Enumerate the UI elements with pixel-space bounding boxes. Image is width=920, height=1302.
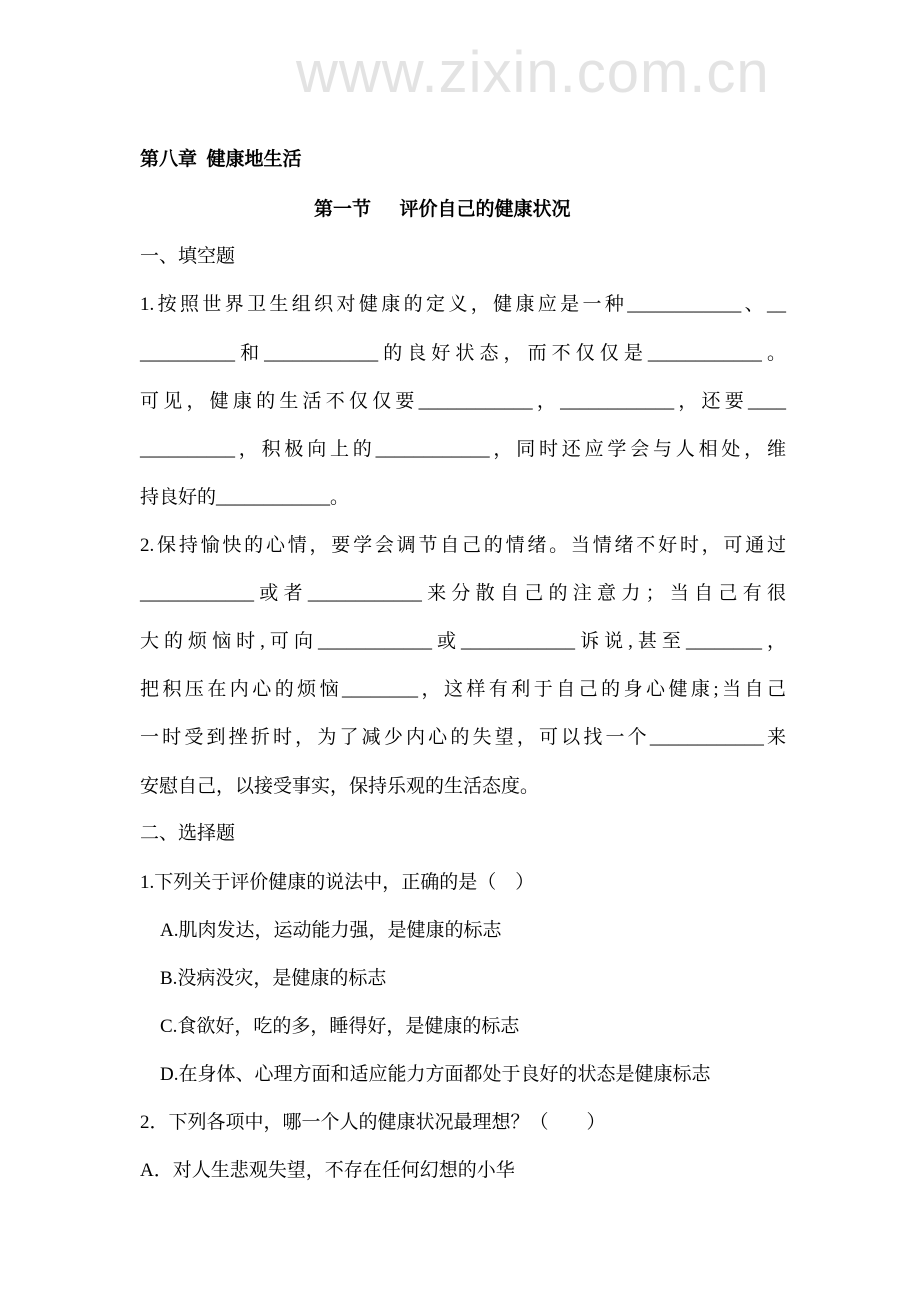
part1-heading: 一、填空题: [140, 246, 236, 267]
choice-q1-option-b: B.没病没灾，是健康的标志: [160, 968, 387, 989]
q1-line: __________，积极向上的____________，同时还应学会与人相处，维: [140, 439, 786, 460]
q2-line: 安慰自己，以接受事实，保持乐观的生活态度。: [140, 776, 540, 797]
q2-line: 大的烦恼时,可向____________或____________诉说,甚至________，: [140, 631, 786, 652]
q2-line: 2.保持愉快的心情，要学会调节自己的情绪。当情绪不好时，可通过: [140, 535, 786, 556]
q1-line: __________和____________的良好状态，而不仅仅是____________。: [140, 343, 786, 364]
q1-line: 可见，健康的生活不仅仅要____________，____________，还要____: [140, 391, 786, 412]
chapter-title: 第八章 健康地生活: [140, 149, 302, 170]
choice-q1-option-d: D.在身体、心理方面和适应能力方面都处于良好的状态是健康标志: [160, 1064, 711, 1085]
q1-line: 1.按照世界卫生组织对健康的定义，健康应是一种____________、__: [140, 294, 786, 315]
choice-q2-stem: 2．下列各项中，哪一个人的健康状况最理想？（ ）: [140, 1112, 606, 1133]
choice-q1-option-a: A.肌肉发达，运动能力强，是健康的标志: [160, 920, 502, 941]
q1-line: 持良好的____________。: [140, 487, 350, 508]
part2-heading: 二、选择题: [140, 823, 236, 844]
choice-q1-option-c: C.食欲好，吃的多，睡得好，是健康的标志: [160, 1016, 520, 1037]
q2-line: ____________或者____________来分散自己的注意力；当自己有很: [140, 583, 786, 604]
section-title: 第一节 评价自己的健康状况: [314, 199, 571, 220]
choice-q2-option-a: A．对人生悲观失望，不存在任何幻想的小华: [140, 1160, 515, 1181]
choice-q1-stem: 1.下列关于评价健康的说法中，正确的是（ ）: [140, 872, 535, 893]
watermark: www.zixin.com.cn: [296, 40, 770, 105]
q2-line: 把积压在内心的烦恼________，这样有利于自己的身心健康;当自己: [140, 679, 786, 700]
q2-line: 一时受到挫折时，为了减少内心的失望，可以找一个____________来: [140, 727, 786, 748]
